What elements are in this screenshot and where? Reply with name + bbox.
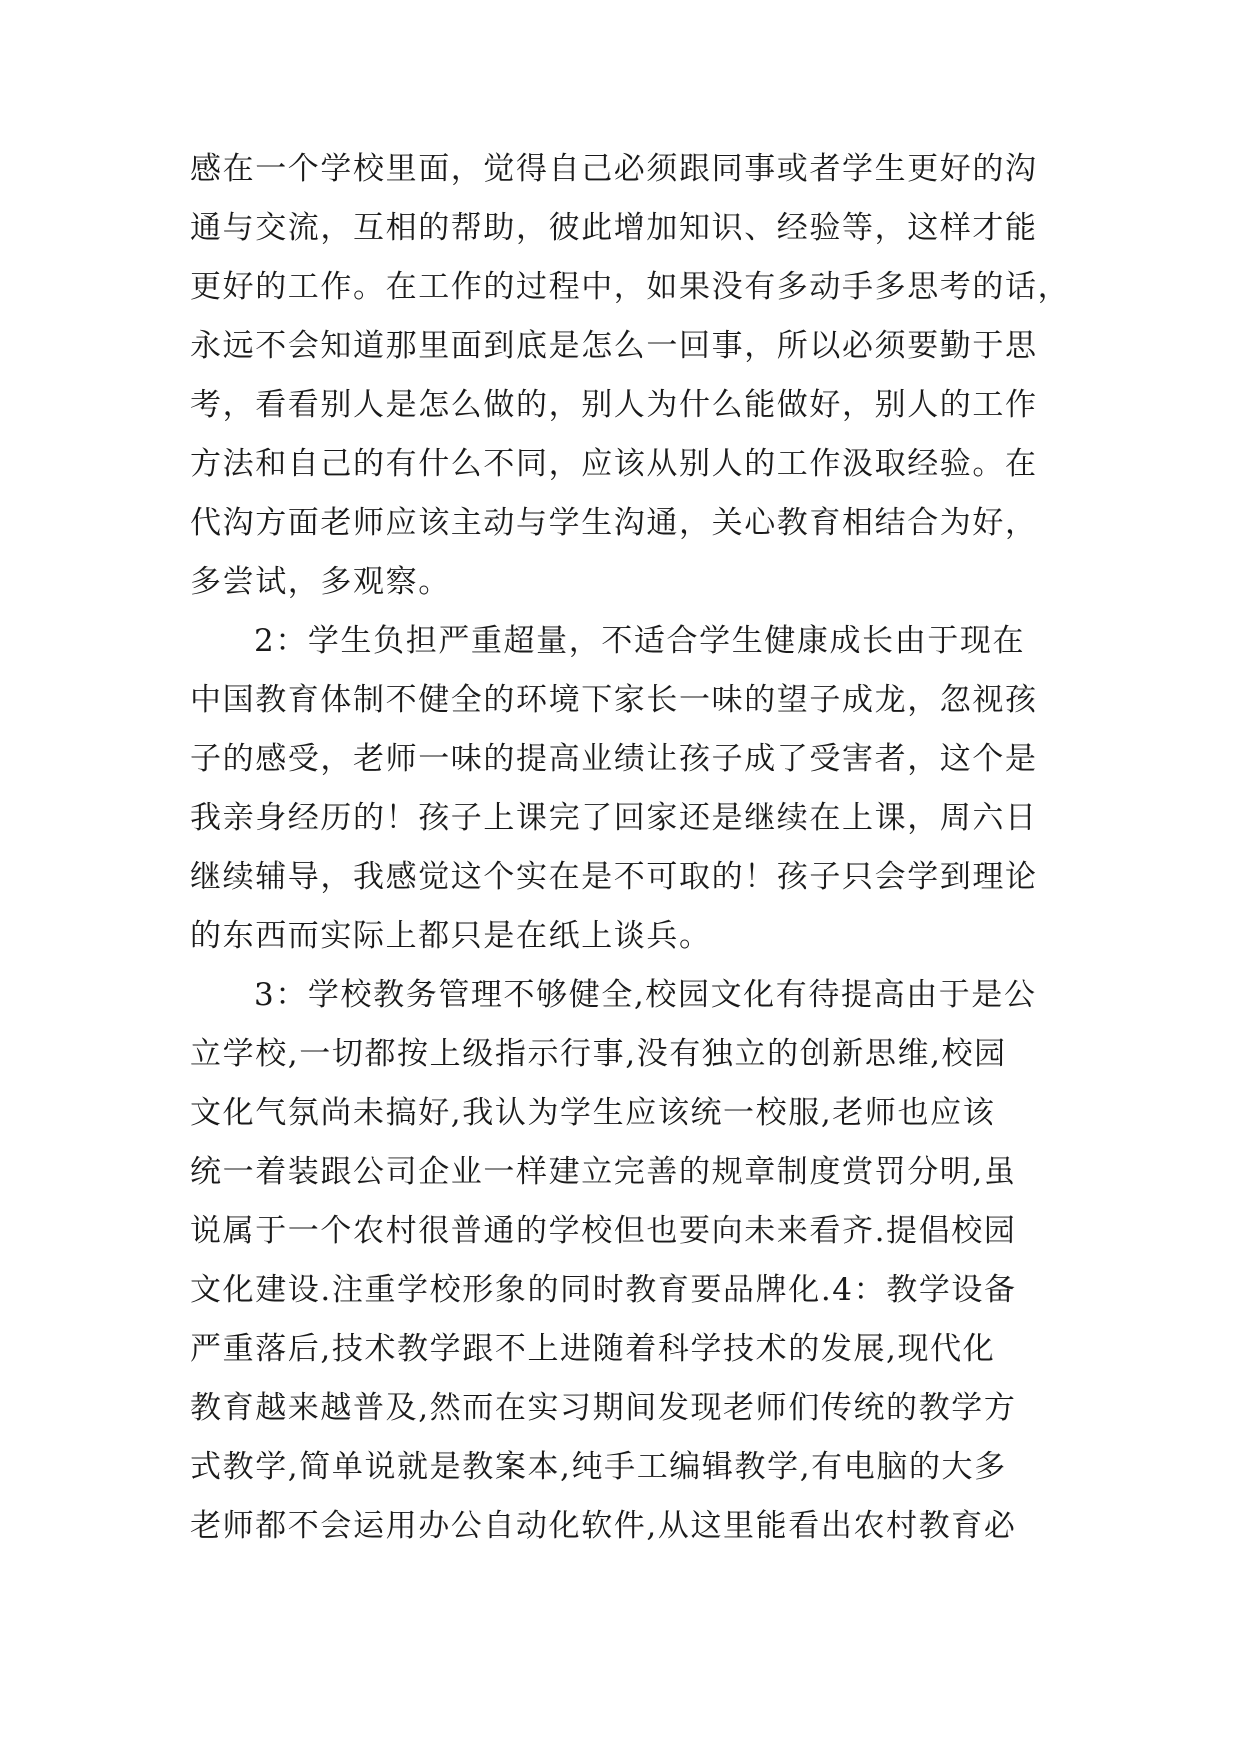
text-line: 老师都不会运用办公自动化软件,从这里能看出农村教育必 [190,1508,1017,1544]
text-line: 3：学校教务管理不够健全,校园文化有待提高由于是公 [254,977,1037,1013]
text-line: 立学校,一切都按上级指示行事,没有独立的创新思维,校园 [190,1036,1007,1072]
text-line: 中国教育体制不健全的环境下家长一味的望子成龙，忽视孩 [190,682,1038,718]
text-line: 子的感受，老师一味的提高业绩让孩子成了受害者，这个是 [190,741,1038,777]
text-line: 永远不会知道那里面到底是怎么一回事，所以必须要勤于思 [190,328,1038,364]
text-line: 统一着装跟公司企业一样建立完善的规章制度赏罚分明,虽 [190,1154,1017,1190]
text-line: 我亲身经历的！孩子上课完了回家还是继续在上课，周六日 [190,800,1038,836]
text-line: 继续辅导，我感觉这个实在是不可取的！孩子只会学到理论 [190,859,1038,895]
text-line: 说属于一个农村很普通的学校但也要向未来看齐.提倡校园 [190,1213,1017,1249]
text-line: 更好的工作。在工作的过程中，如果没有多动手多思考的话， [190,269,1071,305]
paragraph-1 [190,140,1071,612]
text-line: 的东西而实际上都只是在纸上谈兵。 [190,918,712,954]
text-line: 文化气氛尚未搞好,我认为学生应该统一校服,老师也应该 [190,1095,996,1131]
text-line: 严重落后,技术教学跟不上进随着科学技术的发展,现代化 [190,1331,996,1367]
text-line: 代沟方面老师应该主动与学生沟通，关心教育相结合为好， [190,505,1038,541]
text-line: 多尝试，多观察。 [190,564,451,600]
text-line: 感在一个学校里面，觉得自己必须跟同事或者学生更好的沟 [190,151,1038,187]
text-line: 2：学生负担严重超量，不适合学生健康成长由于现在 [254,623,1026,659]
paragraph-2 [190,612,1050,966]
text-line: 教育越来越普及,然而在实习期间发现老师们传统的教学方 [190,1390,1017,1426]
text-line: 通与交流，互相的帮助，彼此增加知识、经验等，这样才能 [190,210,1038,246]
text-line: 方法和自己的有什么不同，应该从别人的工作汲取经验。在 [190,446,1038,482]
paragraph-3 [190,966,1050,1556]
text-line: 式教学,简单说就是教案本,纯手工编辑教学,有电脑的大多 [190,1449,1007,1485]
text-line: 文化建设.注重学校形象的同时教育要品牌化.4：教学设备 [190,1272,1017,1308]
text-line: 考，看看别人是怎么做的，别人为什么能做好，别人的工作 [190,387,1038,423]
